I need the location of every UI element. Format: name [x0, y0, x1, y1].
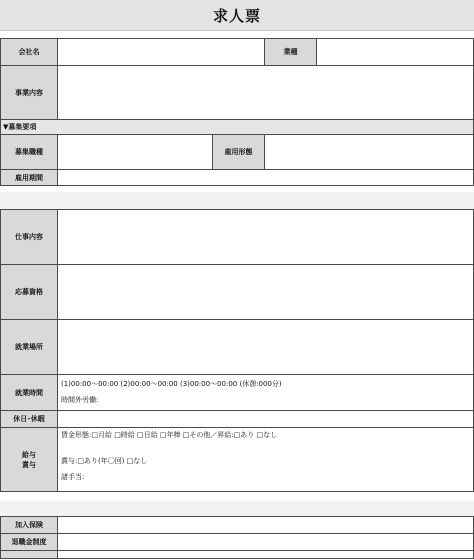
work-hours-text: (1)00:00～00:00 (2)00:00～00:00 (3)00:00～00:00 (休憩:000分)	[61, 379, 282, 388]
qualifications-field[interactable]	[58, 265, 474, 320]
insurance-label: 加入保険	[1, 517, 58, 534]
employment-period-field[interactable]	[58, 170, 474, 186]
employment-period-label: 雇用期間	[1, 170, 58, 186]
job-content-field[interactable]	[58, 210, 474, 265]
spacer	[0, 192, 474, 209]
employment-type-field[interactable]	[265, 135, 474, 170]
salary-label-line2: 賞与	[22, 460, 36, 469]
bonus-text: 賞与:□あり(年〇回) □なし	[61, 457, 148, 466]
holidays-field[interactable]	[58, 411, 474, 428]
workplace-field[interactable]	[58, 320, 474, 375]
allowances-text: 諸手当:	[61, 472, 85, 481]
holidays-label: 休日･休暇	[1, 411, 58, 428]
page-title: 求人票	[212, 6, 261, 25]
insurance-field[interactable]	[58, 517, 474, 534]
company-info-table	[0, 38, 474, 186]
business-label: 事業内容	[1, 66, 58, 120]
work-hours-field[interactable]	[58, 375, 474, 411]
qualifications-label: 応募資格	[1, 265, 58, 320]
employment-type-label: 雇用形態	[213, 135, 265, 170]
retirement-field[interactable]	[58, 534, 474, 551]
industry-field[interactable]	[317, 39, 474, 66]
workplace-label: 就業場所	[1, 320, 58, 375]
job-details-table	[0, 209, 474, 492]
wage-type-text: 賃金形態:□月給 □時給 □日給 □年棒 □その他／昇給:□あり □なし	[61, 431, 278, 439]
industry-label: 業種	[265, 39, 317, 66]
company-name-field[interactable]	[58, 39, 265, 66]
salary-label	[1, 428, 58, 492]
spacer	[0, 501, 474, 516]
salary-label-line1: 給与	[22, 450, 36, 459]
title-bar	[0, 0, 474, 31]
company-name-label: 会社名	[1, 39, 58, 66]
position-label: 募集職種	[1, 135, 58, 170]
salary-field[interactable]	[58, 428, 474, 492]
overtime-text: 時間外労働:	[61, 396, 99, 404]
recruit-section-header: ▼募集要項	[1, 120, 474, 135]
business-field[interactable]	[58, 66, 474, 120]
extra-row-label	[1, 551, 58, 559]
extra-row-field[interactable]	[58, 551, 474, 559]
work-hours-label: 就業時間	[1, 375, 58, 411]
job-content-label: 仕事内容	[1, 210, 58, 265]
position-field[interactable]	[58, 135, 213, 170]
retirement-label: 退職金制度	[1, 534, 58, 551]
benefits-table	[0, 516, 474, 559]
